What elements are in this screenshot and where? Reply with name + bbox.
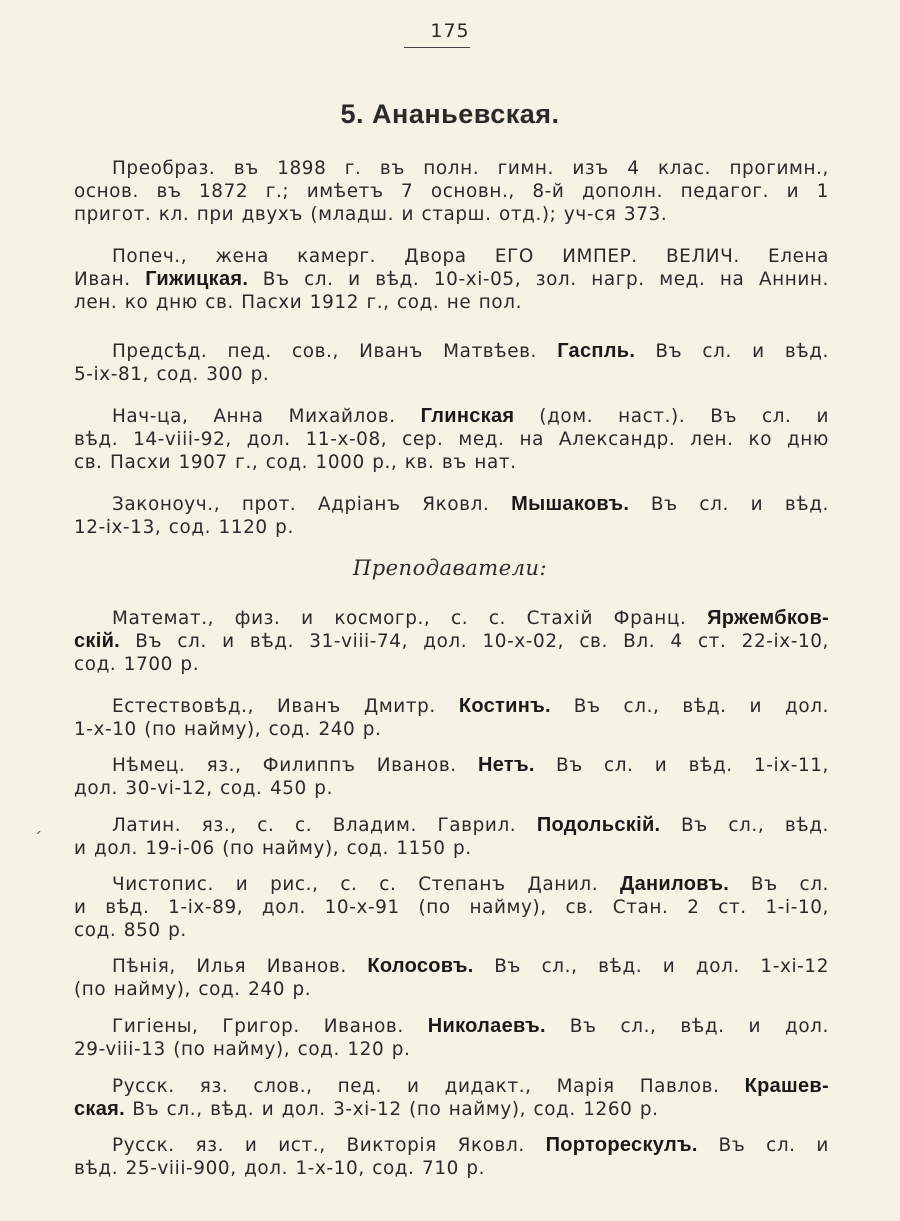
text-line (74, 695, 829, 718)
text-segment: сод. 1700 р. (74, 654, 200, 675)
text-segment: Нач-ца, Анна Михайлов. (112, 406, 421, 427)
text-segment: Преобраз. въ 1898 г. въ полн. гимн. изъ 4 клас. прогимн., (112, 158, 829, 179)
text-segment: и вѣд. 1-іх-89, дол. 10-х-91 (по найму), св. Стан. 2 ст. 1-і-10, (74, 897, 829, 918)
text-segment: Русск. яз. и ист., Викторія Яковл. (112, 1135, 546, 1156)
text-segment: дол. 30-vі-12, сод. 450 р. (74, 778, 334, 799)
text-segment: вѣд. 25-viii-900, дол. 1-х-10, сод. 710 р. (74, 1158, 486, 1179)
text-segment: лен. ко дню св. Пасхи 1912 г., сод. не пол. (74, 292, 523, 313)
text-line (74, 203, 829, 226)
text-segment: Предсѣд. пед. сов., Иванъ Матвѣев. (112, 341, 558, 362)
person-surname: Гаспль. (557, 340, 636, 362)
text-segment: Въ сл. и вѣд. 31-viii-74, дол. 10-х-02, св. Вл. 4 ст. 22-іх-10, (120, 631, 829, 652)
text-line (74, 837, 829, 860)
text-line (74, 919, 829, 942)
paragraph-teacher-german (74, 754, 829, 800)
paragraph-description (74, 157, 829, 226)
text-segment: Нѣмец. яз., Филиппъ Иванов. (112, 755, 478, 776)
person-surname: Нетъ. (478, 754, 535, 776)
paragraph-trustee (74, 245, 829, 314)
section-title: 5. Ананьевская. (340, 99, 560, 129)
person-surname: Глинская (420, 405, 515, 427)
text-line (74, 157, 829, 180)
page-number-rule (404, 47, 470, 48)
text-line (74, 607, 829, 630)
person-surname: ская. (74, 1098, 125, 1120)
text-line (74, 493, 829, 516)
text-line (74, 1038, 829, 1061)
text-line (74, 1075, 829, 1098)
text-segment: 1-х-10 (по найму), сод. 240 р. (74, 719, 382, 740)
text-line (74, 363, 829, 386)
paragraph-teacher-math (74, 607, 829, 676)
text-segment: 12-іх-13, сод. 1120 р. (74, 517, 294, 538)
text-segment: (по найму), сод. 240 р. (74, 979, 312, 1000)
text-line (74, 978, 829, 1001)
text-segment: Въ сл., вѣд. (660, 815, 830, 836)
text-segment: Чистопис. и рис., с. с. Степанъ Данил. (112, 874, 621, 895)
text-segment: пригот. кл. при двухъ (младш. и старш. отд.); уч-ся 373. (74, 204, 668, 225)
person-surname: Мышаковъ. (511, 493, 630, 515)
text-line (74, 718, 829, 741)
text-segment: св. Пасхи 1907 г., сод. 1000 р., кв. въ нат. (74, 452, 517, 473)
text-segment: основ. въ 1872 г.; имѣетъ 7 основн., 8-й дополн. педагог. и 1 (74, 181, 829, 202)
text-line (74, 754, 829, 777)
margin-mark: ˏ (34, 815, 42, 834)
text-segment: Въ сл. (729, 874, 829, 895)
text-line (74, 777, 829, 800)
paragraph-law-teacher (74, 493, 829, 539)
text-line (74, 405, 829, 428)
text-segment: и дол. 19-і-06 (по найму), сод. 1150 р. (74, 838, 472, 859)
teachers-subheading: Преподаватели: (352, 556, 548, 580)
text-segment: Иван. (74, 269, 146, 290)
paragraph-teacher-singing (74, 955, 829, 1001)
text-segment: Латин. яз., с. с. Владим. Гаврил. (112, 815, 537, 836)
text-line (74, 268, 829, 291)
text-line (74, 896, 829, 919)
person-surname: Даниловъ. (620, 873, 730, 895)
paragraph-teacher-russian-1 (74, 1075, 829, 1121)
text-segment: Въ сл. и вѣд. 10-хі-05, зол. нагр. мед. на Аннин. (248, 269, 829, 290)
text-line (74, 1098, 829, 1121)
text-line (74, 1134, 829, 1157)
paragraph-teacher-russian-2 (74, 1134, 829, 1180)
person-surname: Николаевъ. (427, 1015, 546, 1037)
text-line (74, 340, 829, 363)
page-number: 175 (430, 20, 470, 42)
person-surname: скій. (74, 630, 121, 652)
text-segment: 29-viii-13 (по найму), сод. 120 р. (74, 1039, 411, 1060)
text-segment: Въ сл. и вѣд. (635, 341, 829, 362)
paragraph-teacher-science (74, 695, 829, 741)
paragraph-teacher-drawing (74, 873, 829, 942)
person-surname: Гижицкая. (145, 268, 249, 290)
person-surname: Костинъ. (458, 695, 551, 717)
text-line (74, 630, 829, 653)
text-segment: сод. 850 р. (74, 920, 187, 941)
text-segment: Попеч., жена камерг. Двора ЕГО ИМПЕР. ВЕЛИЧ. Елена (112, 246, 829, 267)
text-segment: (дом. наст.). Въ сл. и (514, 406, 829, 427)
text-line (74, 451, 829, 474)
text-line (74, 180, 829, 203)
text-segment: Пѣнія, Илья Иванов. (112, 956, 368, 977)
text-line (74, 873, 829, 896)
text-segment: Въ сл. и вѣд. 1-іх-11, (534, 755, 829, 776)
text-segment: Естествовѣд., Иванъ Дмитр. (112, 696, 459, 717)
text-segment: Математ., физ. и космогр., с. с. Стахій Франц. (112, 608, 708, 629)
text-segment: Въ сл., вѣд. и дол. (545, 1016, 829, 1037)
text-line (74, 516, 829, 539)
text-line (74, 428, 829, 451)
text-line (74, 653, 829, 676)
person-surname: Порторескулъ. (545, 1134, 698, 1156)
text-line (74, 291, 829, 314)
text-segment: Гигіены, Григор. Иванов. (112, 1016, 428, 1037)
person-surname: Крашев- (744, 1075, 829, 1097)
paragraph-council-chair (74, 340, 829, 386)
text-segment: вѣд. 14-viii-92, дол. 11-х-08, сер. мед. на Александр. лен. ко дню (74, 429, 829, 450)
text-segment: Въ сл. и (697, 1135, 829, 1156)
text-segment: Законоуч., прот. Адріанъ Яковл. (112, 494, 512, 515)
text-line (74, 1015, 829, 1038)
person-surname: Подольскій. (536, 814, 661, 836)
person-surname: Колосовъ. (367, 955, 474, 977)
text-line (74, 1157, 829, 1180)
text-segment: 5-іх-81, сод. 300 р. (74, 364, 270, 385)
text-segment: Въ сл., вѣд. и дол. 3-хі-12 (по найму), сод. 1260 р. (124, 1099, 659, 1120)
paragraph-head (74, 405, 829, 474)
text-line (74, 955, 829, 978)
text-segment: Русск. яз. слов., пед. и дидакт., Марія Павлов. (112, 1076, 745, 1097)
text-line (74, 814, 829, 837)
person-surname: Яржембков- (707, 607, 829, 629)
text-line (74, 245, 829, 268)
paragraph-teacher-latin (74, 814, 829, 860)
text-segment: Въ сл., вѣд. и дол. (550, 696, 829, 717)
paragraph-teacher-hygiene (74, 1015, 829, 1061)
text-segment: Въ сл., вѣд. и дол. 1-хі-12 (473, 956, 829, 977)
text-segment: Въ сл. и вѣд. (629, 494, 829, 515)
